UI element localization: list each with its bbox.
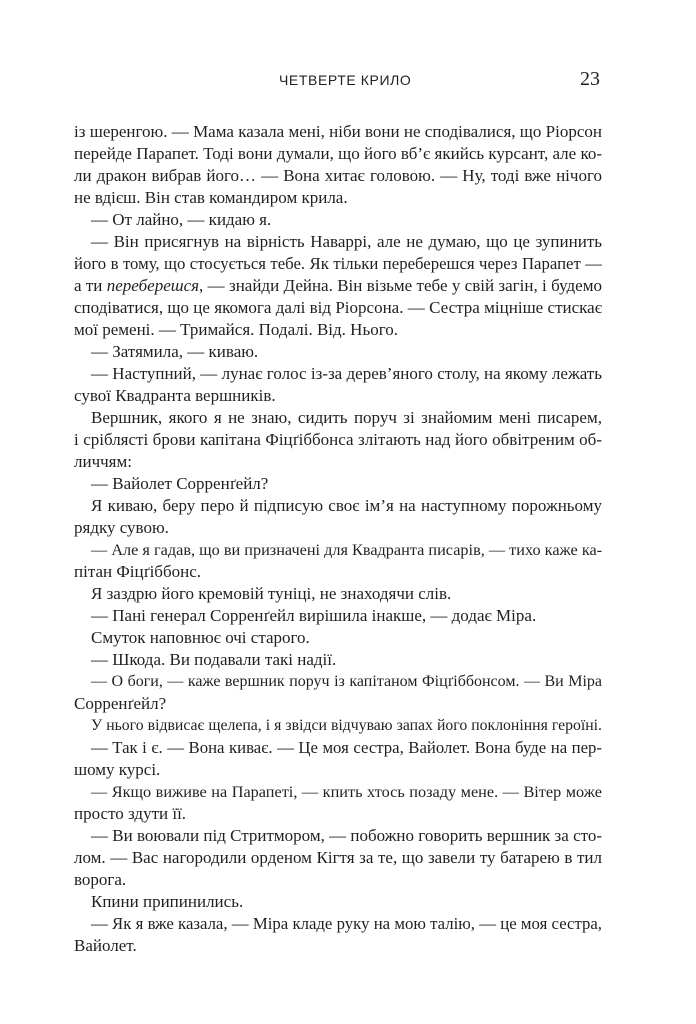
text-line: просто здути її.	[74, 804, 187, 823]
text-line: Я заздрю його кремовій туніці, не знаходячи слів.	[91, 584, 452, 603]
text-line: — Як я вже казала, — Міра кладе руку на мою талію, — це моя сестра,	[91, 914, 602, 933]
text-line: — Ви воювали під Стритмором, — побожно говорить вершник за сто-	[91, 826, 602, 845]
text-line: — О боги, — каже вершник поруч із капітаном Фіцґіббонсом. — Ви Міра	[91, 673, 602, 690]
text-line: — Вайолет Сорренґейл?	[91, 474, 269, 493]
text-line: шому курсі.	[74, 760, 161, 779]
text-line: — Шкода. Ви подавали такі надії.	[91, 650, 337, 669]
text-line: — Але я гадав, що ви призначені для Квадранта писарів, — тихо каже ка-	[91, 541, 602, 559]
text-line: — От лайно, — кидаю я.	[91, 210, 272, 229]
page-number: 23	[580, 68, 600, 90]
text-line: його в тому, що стосується тебе. Як тільки переберешся через Парапет —	[74, 254, 602, 273]
text-line: — Пані генерал Сорренґейл вирішила інакше, — додає Міра.	[91, 606, 537, 625]
text-line: сподіватися, що це якомога далі від Ріорсона. — Сестра міцніше стискає	[74, 298, 602, 317]
text-line: У нього відвисає щелепа, і я звідси відчуваю запах його поклоніння героїні.	[91, 717, 602, 734]
text-line: а ти переберешся, — знайди Дейна. Він візьме тебе у свій загін, і будемо	[74, 276, 602, 295]
emphasis: переберешся	[106, 276, 200, 295]
text-line: мої ремені. — Тримайся. Подалі. Від. Нього.	[74, 320, 399, 339]
text-line: рядку сувою.	[74, 518, 169, 537]
running-head	[0, 68, 696, 94]
text-line: Сорренґейл?	[74, 694, 167, 713]
text-line: ли дракон вибрав його… — Вона хитає головою. — Ну, тоді вже нічого	[74, 166, 602, 185]
text-line: Я киваю, беру перо й підписую своє ім’я на наступному порожньому	[91, 496, 602, 515]
text-line: Вайолет.	[74, 936, 137, 955]
text-line: і сріблясті брови капітана Фіцґіббонса злітають над його обвітреним об-	[74, 430, 602, 449]
text-line: Кпини припинились.	[91, 892, 244, 911]
text-line: сувої Квадранта вершників.	[74, 386, 276, 405]
text-line: — Так і є. — Вона киває. — Це моя сестра, Вайолет. Вона буде на пер-	[91, 738, 602, 757]
text-line: Смуток наповнює очі старого.	[91, 628, 310, 647]
text-line: — Він присягнув на вірність Наваррі, але не думаю, що це зупинить	[91, 232, 602, 251]
text-line: — Наступний, — лунає голос із-за дерев’яного столу, на якому лежать	[91, 364, 602, 383]
body-text	[74, 121, 602, 957]
running-title: ЧЕТВЕРТЕ КРИЛО	[279, 72, 412, 88]
text-line: лом. — Вас нагородили орденом Кігтя за те, що завели ту батарею в тил	[74, 848, 602, 867]
text-line: не вдієш. Він став командиром крила.	[74, 188, 348, 207]
text-line: перейде Парапет. Тоді вони думали, що його вб’є якийсь курсант, але ко-	[74, 144, 602, 163]
text-line: пітан Фіцґіббонс.	[74, 562, 201, 581]
text-line: — Затямила, — киваю.	[91, 342, 259, 361]
text-line: личчям:	[74, 452, 132, 471]
text-line: — Якщо виживе на Парапеті, — кпить хтось позаду мене. — Вітер може	[91, 783, 602, 801]
text-line: із шеренгою. — Мама казала мені, ніби вони не сподівалися, що Ріорсон	[74, 122, 602, 141]
text-line: Вершник, якого я не знаю, сидить поруч зі знайомим мені писарем,	[91, 408, 602, 427]
text-line: ворога.	[74, 870, 127, 889]
